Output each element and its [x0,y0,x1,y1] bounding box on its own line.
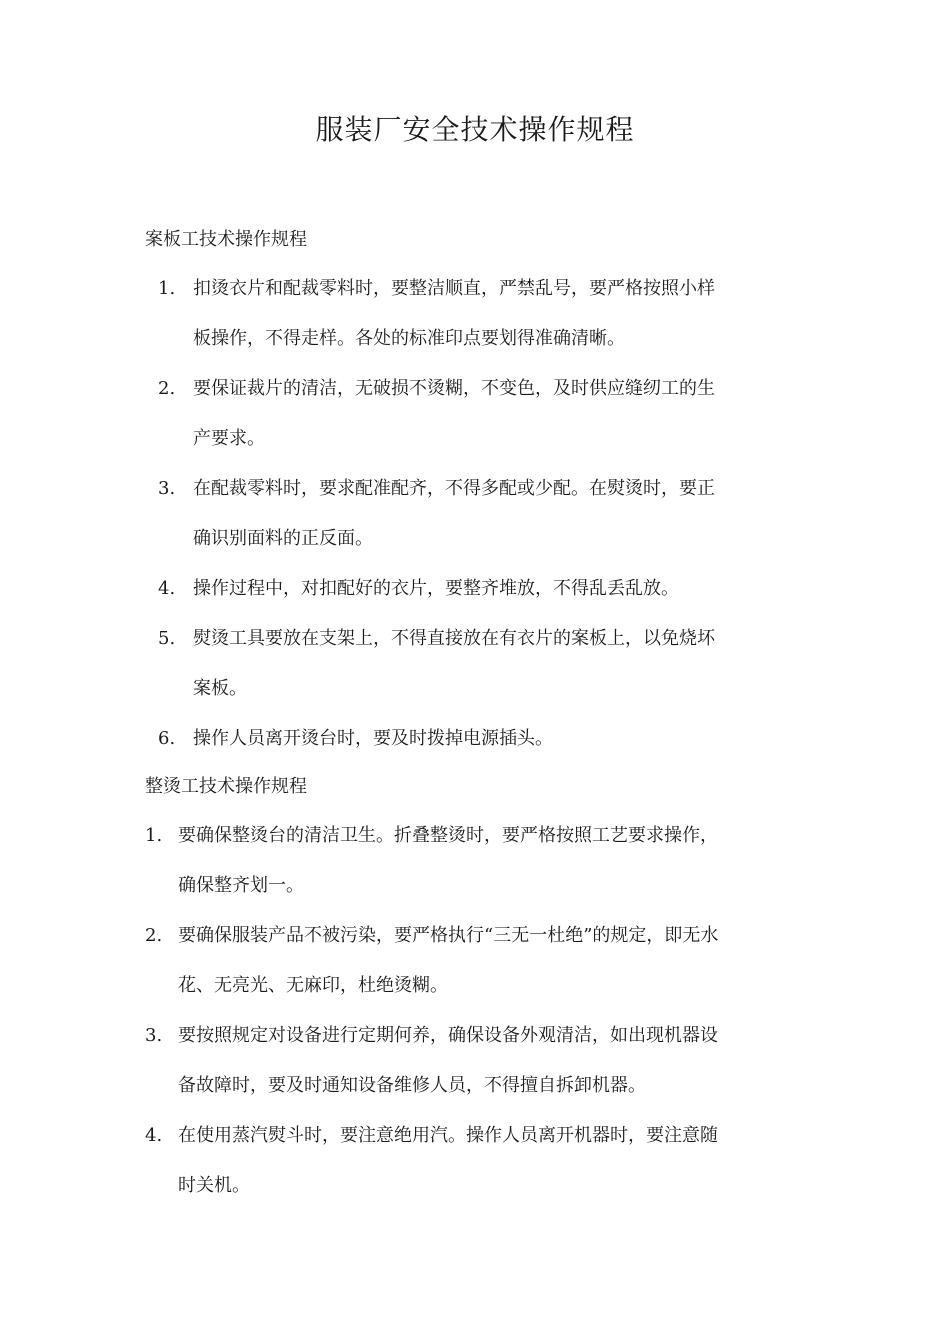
item-number: 2. [158,378,176,399]
item-number: 4. [145,1125,163,1146]
item-text: 要保证裁片的清洁，无破损不烫糊，不变色，及时供应缝纫工的生产要求。 [193,378,715,449]
item-number: 3. [158,478,176,499]
document-title: 服装厂安全技术操作规程 [315,113,635,146]
item-number: 3. [145,1025,163,1046]
list-item [158,364,728,464]
list-item [158,564,728,614]
item-number: 2. [145,925,163,946]
item-text: 要确保服装产品不被污染，要严格执行“三无一杜绝”的规定，即无水花、无亮光、无麻印，杜绝烫糊。 [178,925,719,996]
list-item [158,464,728,564]
item-number: 1. [158,278,176,299]
list-item [145,811,725,911]
item-number: 6. [158,728,176,749]
item-text: 要确保整烫台的清洁卫生。折叠整烫时，要严格按照工艺要求操作，确保整齐划一。 [178,825,718,896]
item-text: 扣烫衣片和配裁零料时，要整洁顺直，严禁乱号，要严格按照小样板操作，不得走样。各处的标准印点要划得准确清晰。 [193,278,715,349]
section-heading-ironing: 整烫工技术操作规程 [145,776,307,797]
list-item [158,264,728,364]
item-text: 在使用蒸汽熨斗时，要注意绝用汽。操作人员离开机器时，要注意随时关机。 [178,1125,718,1196]
item-number: 5. [158,628,176,649]
list-item [158,714,728,764]
section-heading-cutting-table: 案板工技术操作规程 [145,229,307,250]
item-text: 操作过程中，对扣配好的衣片，要整齐堆放，不得乱丢乱放。 [193,578,679,599]
item-text: 操作人员离开烫台时，要及时拨掉电源插头。 [193,728,553,749]
ironing-rules-list [145,811,725,1211]
item-text: 在配裁零料时，要求配准配齐，不得多配或少配。在熨烫时，要正确识别面料的正反面。 [193,478,715,549]
item-number: 4. [158,578,176,599]
item-text: 要按照规定对设备进行定期何养，确保设备外观清洁，如出现机器设备故障时，要及时通知设备维修人员，不得擅自拆卸机器。 [178,1025,718,1096]
list-item [158,614,728,714]
item-text: 熨烫工具要放在支架上，不得直接放在有衣片的案板上，以免烧坏案板。 [193,628,715,699]
item-number: 1. [145,825,163,846]
list-item [145,911,725,1011]
list-item [145,1111,725,1211]
cutting-table-rules-list [158,264,728,764]
list-item [145,1011,725,1111]
